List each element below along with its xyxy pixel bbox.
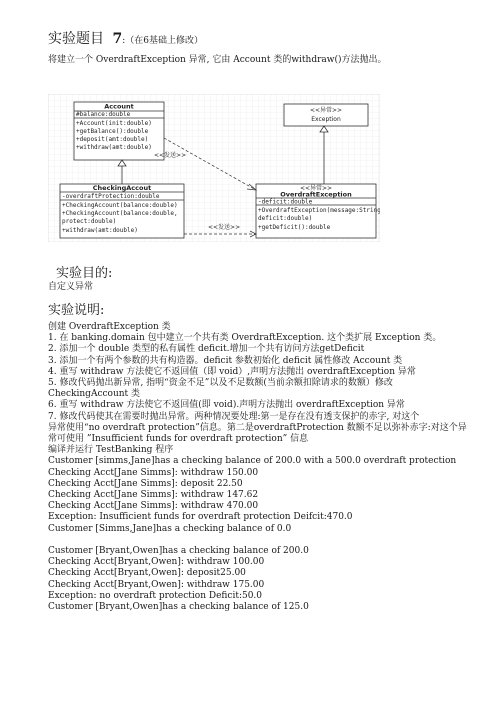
send-label: <<发送>>: [208, 224, 241, 231]
output-line: Customer [Simms,Jane]has a checking balance of 0.0: [48, 523, 292, 534]
page-title: [48, 28, 203, 48]
output-line: Checking Acct[Jane Simms]: withdraw 470.00: [48, 501, 259, 512]
body-line: 创建 OverdraftException 类: [48, 322, 171, 332]
checking-field: -overdraftProtection:double: [62, 193, 160, 200]
intro-text: 将建立一个 OverdraftException 异常, 它由 Account 类的withdraw()方法抛出。: [48, 55, 387, 65]
body-line: 6. 重写 withdraw 方法使它不返回值(即 void).声明方法抛出 overdraftException 异常: [48, 400, 405, 411]
uml-diagram-svg: [48, 94, 380, 242]
body-line: 常可使用 ”Insufficient funds for overdraft protection” 信息: [48, 434, 309, 445]
output-line: Customer [simms,Jane]has a checking balance of 200.0 with a 500.0 overdraft protection: [48, 456, 457, 467]
body-lines: [48, 322, 467, 613]
account-method: +Account(init:double): [76, 120, 152, 127]
body-line: 1. 在 banking.domain 包中建立一个共有类 OverdraftException. 这个类扩展 Exception 类。: [48, 333, 442, 344]
output-line: Customer [Bryant,Owen]has a checking balance of 200.0: [48, 546, 309, 557]
body-line: 7. 修改代码使其在需要时抛出异常。两种情况要处理:第一是存在没有透支保护的赤字, 对这个: [48, 411, 420, 422]
class-overdraft-exception: [256, 184, 380, 238]
class-checking-account: [60, 184, 184, 238]
explain-heading: 实验说明:: [48, 303, 105, 318]
checking-method: +CheckingAccount(balance:double): [62, 202, 178, 209]
output-line: Exception: Insufficient funds for overdraft protection Deifcit:470.0: [48, 512, 353, 523]
output-line: Checking Acct[Jane Simms]: deposit 22.50: [48, 478, 243, 489]
output-line: Checking Acct[Bryant,Owen]: deposit25.00: [48, 568, 246, 579]
account-method: +deposit(amt:double): [76, 136, 149, 143]
overdraft-stereotype: <<异常>>: [299, 185, 333, 192]
checking-method: +withdraw(amt:double): [62, 227, 138, 234]
overdraft-method: deficit:double): [258, 215, 313, 222]
body-line: 编译并运行 TestBanking 程序: [48, 445, 174, 456]
exception-name: Exception: [311, 116, 341, 123]
title-number: 7: [112, 31, 123, 47]
output-line: Checking Acct[Jane Simms]: withdraw 147.62: [48, 490, 259, 501]
overdraft-method: +OverdraftException(message:String,: [258, 207, 380, 214]
output-line: Checking Acct[Jane Simms]: withdraw 150.00: [48, 467, 259, 478]
title-note: :（在6基础上修改）: [122, 36, 203, 46]
body-line: CheckingAccount 类: [48, 389, 141, 400]
overdraft-field: -deficit:double: [258, 198, 313, 206]
overdraft-method: +getDeficit():double: [258, 224, 331, 231]
class-account: [74, 102, 164, 160]
output-line: Customer [Bryant,Owen]has a checking balance of 125.0: [48, 602, 309, 613]
exception-stereotype: <<异常>>: [309, 107, 343, 114]
title-prefix: 实验题目: [48, 31, 104, 47]
account-method: +withdraw(amt:double): [76, 144, 152, 151]
body-line: 3. 添加一个有两个参数的共有构造器。deficit 参数初始化 deficit 属性修改 Account 类: [48, 355, 403, 366]
purpose-text: 自定义异常: [48, 282, 94, 292]
body-line: 2. 添加一个 double 类型的私有属性 deficit.增加一个共有访问方法getDeficit: [48, 344, 365, 355]
output-line: Checking Acct[Bryant,Owen]: withdraw 175.00: [48, 579, 265, 590]
send-label: <<发送>>: [154, 152, 187, 159]
body-line: 5. 修改代码抛出新异常, 指明“资金不足”以及不足数额(当前余额扣除请求的数额）修改: [48, 378, 393, 389]
output-line: Exception: no overdraft protection Deficit:50.0: [48, 590, 263, 601]
checking-method: protect:double): [62, 218, 117, 225]
checking-method: +CheckingAccount(balance:double,: [62, 210, 178, 217]
uml-diagram: [48, 94, 380, 242]
checking-name: CheckingAccout: [92, 184, 152, 192]
body-line: 异常使用“no overdraft protection”信息。第二是overdraftProtection 数额不足以弥补赤字:对这个异: [48, 422, 467, 433]
output-line: Checking Acct[Bryant,Owen]: withdraw 100.00: [48, 557, 265, 568]
overdraft-name: OverdraftException: [280, 190, 352, 199]
purpose-heading: 实验目的:: [56, 266, 113, 281]
class-exception: [284, 104, 368, 126]
account-name: Account: [104, 102, 134, 111]
body-line: 4. 重写 withdraw 方法使它不返回值（即 void）,声明方法抛出 overdraftException 异常: [48, 366, 416, 377]
account-method: +getBalance():double: [76, 128, 149, 135]
blank-line: [48, 535, 467, 546]
account-field: #balance:double: [76, 111, 131, 118]
